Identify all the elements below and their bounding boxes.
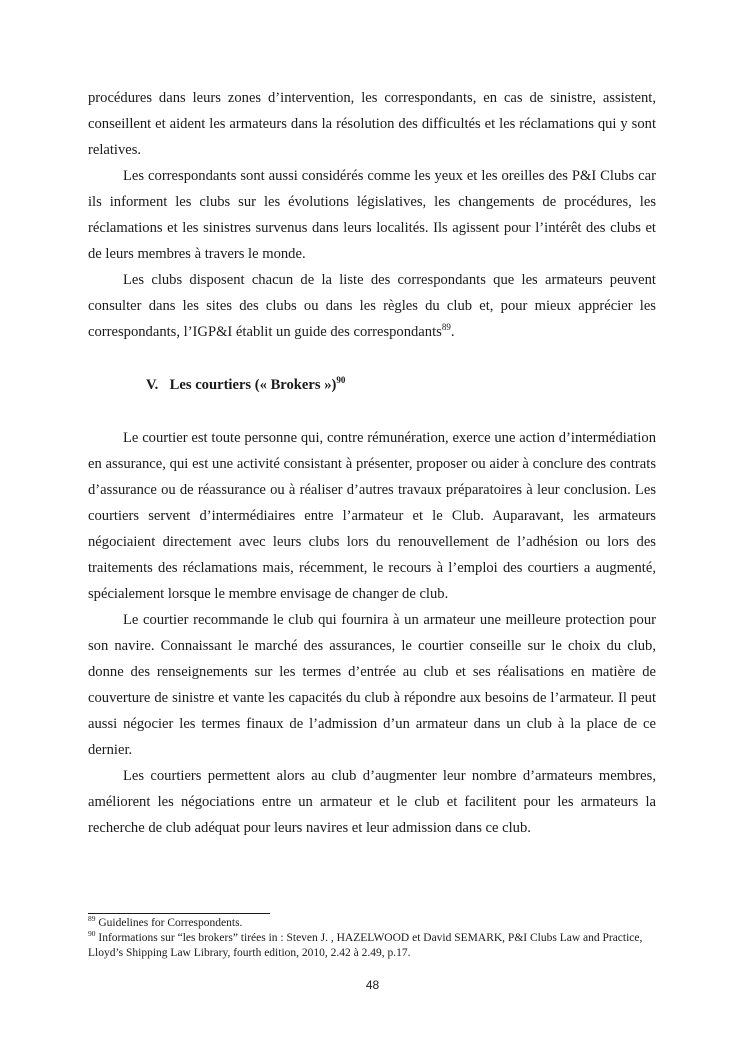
- paragraph-4: Le courtier est toute personne qui, contre rémunération, exerce une action d’intermédiation en assurance, qui est une activité consistant à présenter, proposer ou aider à conclure des contrats d’assurance ou de réassurance ou à réaliser d’autres travaux préparatoires à leur conclusion. Les courtiers servent d’intermédiaires entre l’armateur et le Club. Auparavant, les armateurs négociaient directement avec leurs clubs lors du renouvellement de l’adhésion ou lors des traitements des réclamations mais, récemment, le recours à l’emploi des courtiers a augmenté, spécialement lorsque le membre envisage de changer de club.: [88, 430, 656, 602]
- page-number: 48: [365, 978, 380, 992]
- footnote-90-marker: 90: [88, 929, 96, 939]
- body-text: [88, 85, 656, 841]
- footnote-ref-90[interactable]: 90: [336, 375, 346, 386]
- paragraph-6: Les courtiers permettent alors au club d’augmenter leur nombre d’armateurs membres, améliorent les négociations entre un armateur et le club et facilitent pour les armateurs la recherche de club adéquat pour leurs navires et leur admission dans ce club.: [88, 768, 656, 836]
- section-heading: [88, 372, 656, 398]
- paragraph-2: Les correspondants sont aussi considérés comme les yeux et les oreilles des P&I Clubs car ils informent les clubs sur les évolutions législatives, les changements de procédures, les réclamations et les sinistres survenus dans leurs localités. Ils agissent pour l’intérêt des clubs et de leurs membres à travers le monde.: [88, 168, 656, 262]
- paragraph-3-end: .: [450, 324, 455, 340]
- footnote-90-text: Informations sur “les brokers” tirées in : Steven J. , HAZELWOOD et David SEMARK, P&I Clubs Law and Practice, Lloyd’s Shipping Law Library, fourth edition, 2010, 2.42 à 2.49, p.17.: [88, 932, 643, 959]
- footnote-ref-89[interactable]: 89: [441, 322, 451, 333]
- footnotes: [88, 916, 656, 961]
- section-title: Les courtiers (« Brokers »): [169, 377, 337, 393]
- section-number: V.: [146, 377, 159, 393]
- footnote-89: [88, 916, 656, 931]
- footnote-separator: [88, 913, 270, 914]
- footnote-90: [88, 931, 656, 961]
- footnote-89-text: Guidelines for Correspondents.: [95, 917, 243, 929]
- paragraph-3: [88, 267, 656, 345]
- paragraph-5: Le courtier recommande le club qui fournira à un armateur une meilleure protection pour son navire. Connaissant le marché des assurances, le courtier conseille sur le choix du club, donne des renseignements sur les termes d’entrée au club et ses réalisations en matière de couverture de sinistre et vante les capacités du club à répondre aux besoins de l’armateur. Il peut aussi négocier les termes finaux de l’admission d’un armateur dans un club à la place de ce dernier.: [88, 612, 656, 758]
- footnote-89-marker: 89: [88, 914, 96, 924]
- paragraph-3-text: Les clubs disposent chacun de la liste des correspondants que les armateurs peuvent consulter dans les sites des clubs ou dans les règles du club et, pour mieux apprécier les correspondants, l’IGP&I établit un guide des correspondants: [88, 272, 656, 340]
- paragraph-1: procédures dans leurs zones d’intervention, les correspondants, en cas de sinistre, assistent, conseillent et aident les armateurs dans la résolution des difficultés et les réclamations qui y sont relatives.: [88, 90, 656, 158]
